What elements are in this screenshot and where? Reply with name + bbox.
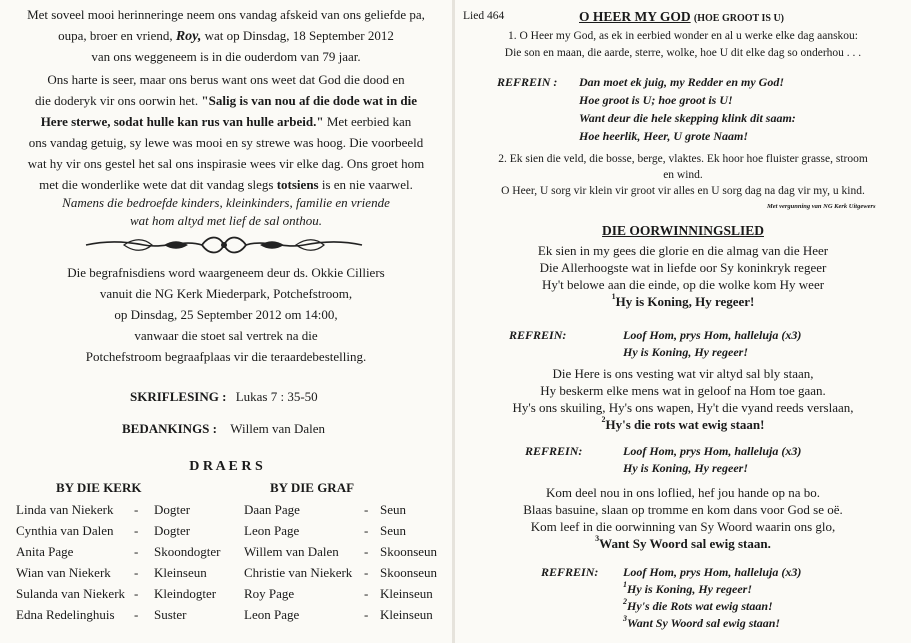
graf-title: BY DIE GRAF [270,480,355,495]
hymn1-title: O HEER MY GOD [579,9,691,24]
graf-bearer-dash: - [364,607,369,622]
permission-note: Met vergunning van NG Kerk Uitgewers [767,203,876,210]
intro-line-3: van ons weggeneem is in die ouderdom van 79 jaar. [91,49,361,64]
kerk-bearer-name: Sulanda van Niekerk [16,586,126,601]
refrain2-line-1: Loof Hom, prys Hom, halleluja (x3) [623,328,802,342]
refrain1-line-3: Want deur die hele skepping klink dit saam: [579,111,796,125]
bedankings-label: BEDANKINGS : [122,421,217,436]
intro-line-2: oupa, broer en vriend, Roy, wat op Dinsdag, 18 September 2012 [58,28,394,44]
refrain4-line-1: Loof Hom, prys Hom, halleluja (x3) [623,565,802,579]
kerk-bearer-name: Edna Redelinghuis [16,607,115,622]
s3-line-2: Blaas basuine, slaan op tromme en kom dans voor God se oë. [523,502,843,517]
kerk-bearer-name: Anita Page [16,544,74,559]
v2-line-1: 2. Ek sien die veld, die bosse, berge, vlaktes. Ek hoor hoe fluister grasse, stroom [498,153,868,165]
refrain1-label: REFREIN : [497,75,558,89]
graf-bearer-rel: Seun [380,502,406,517]
graf-bearer-dash: - [364,544,369,559]
s1-line-4: $^1$Hy is Koning, Hy regeer! [611,292,755,309]
graf-bearer-name: Leon Page [244,607,300,622]
para2-line-3: Here sterwe, sodat hulle kan rus van hulle arbeid." Met eerbied kan [40,114,412,129]
totsiens-word: totsiens [276,177,319,192]
bedankings [122,420,325,437]
s2-line-2: Hy beskerm elke mens wat in geloof na Hom toe gaan. [540,383,826,398]
v2-line-2: en wind. [663,169,703,181]
graf-bearer-name: Christie van Niekerk [244,565,353,580]
graf-bearer-rel: Skoonseun [380,565,438,580]
para2-line-6: met die wonderlike wete dat dit vandag slegs totsiens is en nie vaarwel. [39,177,413,192]
v2-line-3: O Heer, U sorg vir klein vir groot vir alles en U sorg dag na dag vir my, u kind. [501,185,865,197]
scripture-quote-2: Here sterwe, sodat hulle kan rus van hulle arbeid." [40,114,324,129]
deceased-name: Roy, [175,29,202,44]
graf-bearer-dash: - [364,502,369,517]
refrain3-line-2: Hy is Koning, Hy regeer! [623,461,748,475]
s1-line-1: Ek sien in my gees die glorie en die almag van die Heer [537,243,829,258]
kerk-title: BY DIE KERK [56,480,142,495]
kerk-bearer-name: Linda van Niekerk [16,502,114,517]
graf-bearer-name: Willem van Dalen [244,544,339,559]
refrain4-line-2: $^1$Hy is Koning, Hy regeer! [623,580,752,596]
para2-line-4: ons vandag getuig, sy lewe was mooi en sy strewe was hoog. Die voorbeeld [28,135,424,150]
skriflesing-value: Lukas 7 : 35-50 [235,389,318,404]
graf-bearer-rel: Kleinseun [380,586,433,601]
refrain2-line-2: Hy is Koning, Hy regeer! [623,345,748,359]
graf-bearer-name: Daan Page [244,502,300,517]
hymn2-title: DIE OORWINNINGSLIED [602,223,764,238]
left-page [0,0,452,643]
refrain3-line-1: Loof Hom, prys Hom, halleluja (x3) [623,444,802,458]
kerk-bearer-dash: - [134,586,139,601]
right-page [455,0,911,643]
scripture-quote-1: "Salig is van nou af die dode wat in die [201,93,418,108]
para2-line-5: wat hy vir ons gestel het sal ons inspirasie wees vir elke dag. Ons groet hom [27,156,425,171]
graf-bearer-dash: - [364,565,369,580]
kerk-bearer-dash: - [134,607,139,622]
intro-line-1: Met soveel mooi herinneringe neem ons vandag afskeid van ons geliefde pa, [27,7,425,22]
family-line-1: Namens die bedroefde kinders, kleinkinders, familie en vriende [62,195,390,210]
kerk-bearer-rel: Kleindogter [154,586,217,601]
kerk-bearer-name: Wian van Niekerk [16,565,111,580]
kerk-bearer-rel: Dogter [154,523,191,538]
service-line-4: vanwaar die stoet sal vertrek na die [134,328,318,343]
refrain1-line-4: Hoe heerlik, Heer, U grote Naam! [579,129,748,143]
s3-line-4: $^3$Want Sy Woord sal ewig staan. [595,534,771,551]
service-line-2: vanuit die NG Kerk Miederpark, Potchefstroom, [99,286,353,301]
graf-bearer-rel: Kleinseun [380,607,433,622]
skriflesing-label: SKRIFLESING : [130,389,227,404]
refrain1-line-1: Dan moet ek juig, my Redder en my God! [579,75,784,89]
graf-bearer-rel: Seun [380,523,406,538]
kerk-bearer-name: Cynthia van Dalen [16,523,114,538]
kerk-bearer-dash: - [134,544,139,559]
kerk-bearer-rel: Suster [154,607,187,622]
para2-line-1: Ons harte is seer, maar ons berus want ons weet dat God die dood en [47,72,405,87]
s1-line-2: Die Allerhoogste wat in liefde oor Sy koninkryk regeer [539,260,827,275]
v1-line-1: 1. O Heer my God, as ek in eerbied wonder en al u werke elke dag aanskou: [508,30,858,42]
refrain3-label: REFREIN: [525,444,583,458]
ornament-divider-icon [84,232,364,258]
kerk-bearer-dash: - [134,523,139,538]
s1-line-3: Hy't belowe aan die einde, op die wolke kom Hy weer [541,277,825,292]
draers-title: D R A E R S [189,459,263,474]
hymn1-heading [579,8,784,27]
refrain4-line-4: $^3$Want Sy Woord sal ewig staan! [623,614,781,630]
s3-line-3: Kom leef in die oorwinning van Sy Woord waarin ons glo, [530,519,836,534]
v1-line-2: Die son en maan, die aarde, sterre, wolke, hoe U dit elke dag so onderhou . . . [504,47,862,59]
service-line-3: op Dinsdag, 25 September 2012 om 14:00, [114,307,338,322]
kerk-bearer-dash: - [134,502,139,517]
graf-bearer-rel: Skoonseun [380,544,438,559]
kerk-bearer-rel: Skoondogter [154,544,221,559]
para2-line-2: die doderyk vir ons oorwin het. "Salig is van nou af die dode wat in die [34,93,418,108]
s2-line-3: Hy's ons skuiling, Hy's ons wapen, Hy't die vyand reeds verslaan, [512,400,854,415]
service-line-5: Potchefstroom begraafplaas vir die teraardebestelling. [85,349,367,364]
family-line-2: wat hom altyd met lief de sal onthou. [129,213,323,228]
refrain4-label: REFREIN: [541,565,599,579]
graf-bearer-dash: - [364,523,369,538]
refrain4-line-3: $^2$Hy's die Rots wat ewig staan! [623,597,773,613]
refrain2-label: REFREIN: [509,328,567,342]
refrain1-line-2: Hoe groot is U; hoe groot is U! [579,93,733,107]
graf-bearer-name: Roy Page [244,586,295,601]
hymn1-subtitle: (HOE GROOT IS U) [693,13,784,24]
kerk-bearer-rel: Dogter [154,502,191,517]
s3-line-1: Kom deel nou in ons loflied, hef jou hande op na bo. [545,485,821,500]
service-line-1: Die begrafnisdiens word waargeneem deur ds. Okkie Cilliers [67,265,385,280]
graf-bearer-dash: - [364,586,369,601]
graf-bearer-name: Leon Page [244,523,300,538]
bedankings-value: Willem van Dalen [230,421,326,436]
lied-number: Lied 464 [463,10,505,22]
skriflesing [130,388,318,405]
s2-line-4: $^2$Hy's die rots wat ewig staan! [601,415,765,432]
kerk-bearer-dash: - [134,565,139,580]
s2-line-1: Die Here is ons vesting wat vir altyd sal bly staan, [552,366,814,381]
kerk-bearer-rel: Kleinseun [154,565,207,580]
